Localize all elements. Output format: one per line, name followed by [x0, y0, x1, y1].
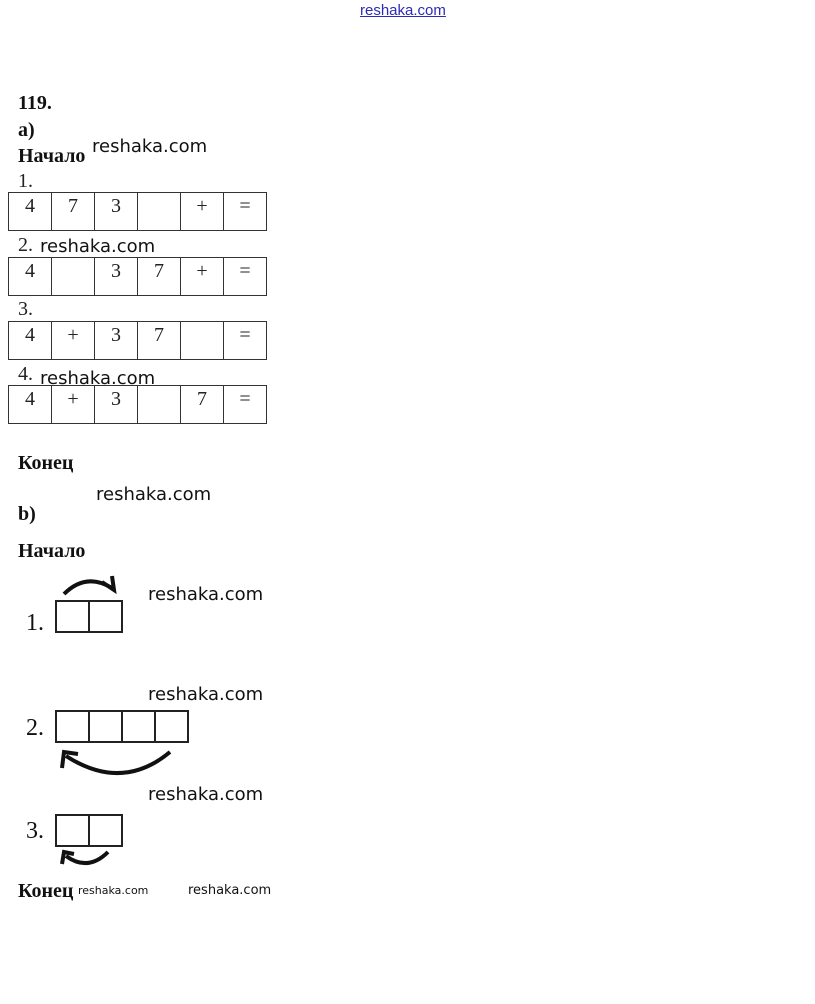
box-pair — [55, 814, 123, 847]
step-number: 1. — [18, 170, 33, 192]
cell: 4 — [9, 193, 52, 231]
cell: + — [52, 386, 95, 424]
box — [154, 710, 189, 743]
cell: = — [224, 193, 267, 231]
cell: + — [52, 322, 95, 360]
step-number: 2. — [18, 234, 33, 256]
part-a-label: а) — [18, 119, 35, 141]
watermark: reshaka.com — [40, 368, 156, 389]
step-number: 3. — [26, 818, 44, 844]
box-row — [55, 710, 189, 743]
step-4-row — [8, 385, 267, 424]
cell: + — [181, 193, 224, 231]
cell: 3 — [95, 193, 138, 231]
cell: = — [224, 386, 267, 424]
curved-arrow-icon — [56, 742, 186, 782]
step-3-row — [8, 321, 267, 360]
step-number: 1. — [26, 610, 44, 636]
cell: = — [224, 258, 267, 296]
watermark: reshaka.com — [148, 784, 264, 805]
box-pair — [55, 600, 123, 633]
watermark: reshaka.com — [148, 584, 264, 605]
part-a-end: Конец — [18, 452, 74, 474]
watermark: reshaka.com — [188, 883, 272, 898]
step-2-row — [8, 257, 267, 296]
cell: 3 — [95, 386, 138, 424]
cell: 7 — [138, 322, 181, 360]
cell — [181, 322, 224, 360]
part-b-label: b) — [18, 503, 36, 525]
curved-arrow-icon — [60, 574, 120, 598]
watermark: reshaka.com — [40, 236, 156, 257]
watermark: reshaka.com — [78, 884, 149, 897]
part-b-start: Начало — [18, 540, 86, 562]
cell — [138, 193, 181, 231]
curved-arrow-icon — [58, 846, 118, 872]
cell: 3 — [95, 322, 138, 360]
box — [88, 600, 123, 633]
step-number: 4. — [18, 363, 33, 385]
watermark: reshaka.com — [92, 136, 208, 157]
cell: 3 — [95, 258, 138, 296]
cell: 7 — [181, 386, 224, 424]
box — [55, 814, 90, 847]
cell: = — [224, 322, 267, 360]
cell: 4 — [9, 322, 52, 360]
part-b-end: Конец — [18, 880, 74, 902]
box — [88, 814, 123, 847]
step-number: 3. — [18, 298, 33, 320]
box — [88, 710, 123, 743]
cell: + — [181, 258, 224, 296]
cell: 4 — [9, 258, 52, 296]
cell — [138, 386, 181, 424]
cell: 4 — [9, 386, 52, 424]
step-number: 2. — [26, 715, 44, 741]
box — [55, 600, 90, 633]
part-a-start: Начало — [18, 145, 86, 167]
box — [55, 710, 90, 743]
watermark-top[interactable]: reshaka.com — [360, 2, 446, 19]
watermark: reshaka.com — [148, 684, 264, 705]
watermark: reshaka.com — [96, 484, 212, 505]
cell: 7 — [138, 258, 181, 296]
problem-number: 119. — [18, 92, 52, 114]
step-1-row — [8, 192, 267, 231]
cell: 7 — [52, 193, 95, 231]
box — [121, 710, 156, 743]
cell — [52, 258, 95, 296]
